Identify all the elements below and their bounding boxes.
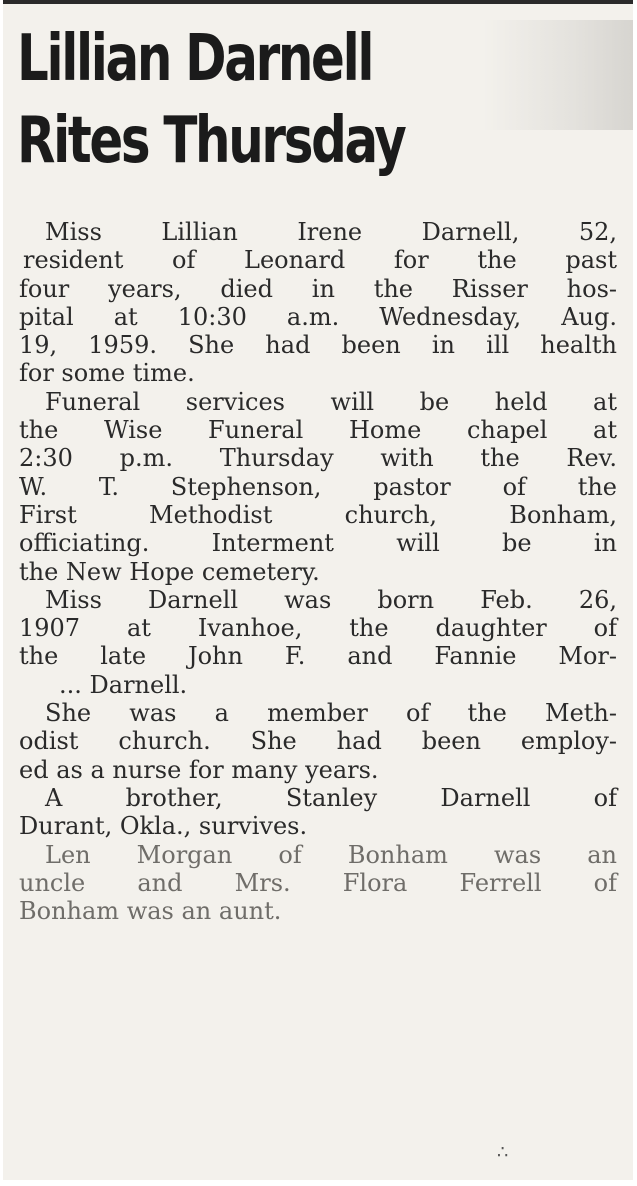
headline-line-2: Rites Thursday: [17, 104, 405, 178]
body-line: resident of Leonard for the past: [23, 246, 617, 275]
body-line: 19, 1959. She had been in ill health: [19, 331, 617, 360]
top-rule-divider: [3, 0, 633, 4]
body-line: officiating. Interment will be in: [19, 529, 617, 558]
body-line: Miss Lillian Irene Darnell, 52,: [45, 218, 617, 246]
ink-smudge-mark: ∴: [497, 1142, 509, 1163]
newspaper-clipping: [3, 0, 633, 1180]
headline-line-1: Lillian Darnell: [17, 22, 373, 96]
headline: [17, 18, 485, 182]
body-line: 1907 at Ivanhoe, the daughter of: [19, 614, 617, 643]
body-line: four years, died in the Risser hos-: [19, 274, 617, 303]
body-line: 2:30 p.m. Thursday with the Rev.: [19, 444, 617, 473]
obituary-body: [19, 218, 617, 925]
body-line: W. T. Stephenson, pastor of the: [19, 472, 617, 501]
body-line: Bonham was an aunt.: [19, 897, 282, 926]
body-line: Funeral services will be held at: [45, 387, 617, 416]
body-line: ... Darnell.: [59, 670, 188, 699]
body-line: the Wise Funeral Home chapel at: [19, 416, 617, 445]
body-line: the late John F. and Fannie Mor-: [19, 642, 617, 671]
body-line: Durant, Okla., survives.: [19, 812, 308, 841]
body-line: odist church. She had been employ-: [19, 727, 617, 756]
body-line: First Methodist church, Bonham,: [19, 500, 617, 529]
body-line: for some time.: [19, 359, 195, 388]
body-line: the New Hope cemetery.: [19, 557, 320, 586]
body-line: Len Morgan of Bonham was an: [45, 840, 617, 869]
body-line: She was a member of the Meth-: [45, 699, 617, 728]
print-bleed-shadow: [483, 20, 633, 130]
body-line: uncle and Mrs. Flora Ferrell of: [19, 868, 617, 897]
body-line: pital at 10:30 a.m. Wednesday, Aug.: [19, 302, 617, 331]
body-line: Miss Darnell was born Feb. 26,: [45, 585, 617, 614]
body-line: ed as a nurse for many years.: [19, 755, 379, 784]
body-line: A brother, Stanley Darnell of: [45, 783, 617, 812]
